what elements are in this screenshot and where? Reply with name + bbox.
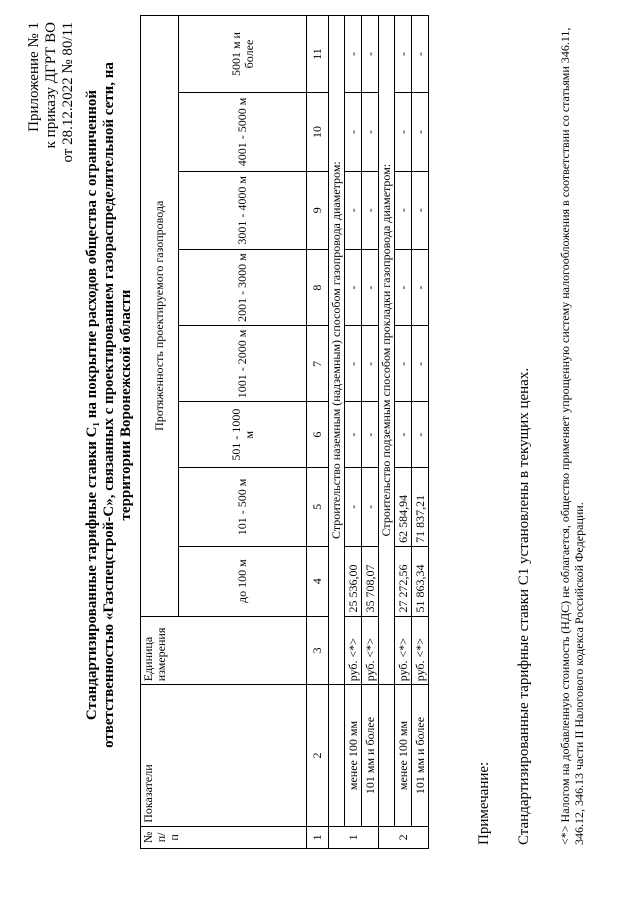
header-length-col: 3001 - 4000 м: [179, 171, 307, 249]
section-number: 2: [379, 826, 429, 848]
value-cell: -: [412, 326, 429, 402]
value-cell: 25 536,00: [345, 546, 362, 616]
value-cell: -: [395, 249, 412, 326]
document-title: [84, 55, 135, 755]
header-unit: Единица измерения: [141, 616, 307, 685]
value-cell: 71 837,21: [412, 467, 429, 546]
footnote: <*> Налогом на добавленную стоимость (НДС) не облагается, общество применяет упрощенную систему налогообложения в соответствии со статьями 346.11, 346.12, 346.13 части II Налогового кодекса Российской Федерации.: [558, 27, 586, 845]
column-number: 7: [307, 326, 329, 402]
title-line-2: ответственностью «Газспецстрой-С», связанных с проектированием газораспределительной сети, на: [101, 62, 117, 748]
value-cell: -: [362, 402, 379, 468]
column-number: 10: [307, 93, 329, 172]
value-cell: -: [362, 171, 379, 249]
value-cell: -: [412, 171, 429, 249]
value-cell: -: [362, 467, 379, 546]
header-length-col: до 100 м: [179, 546, 307, 616]
value-cell: -: [345, 326, 362, 402]
header-length-col: 101 - 500 м: [179, 467, 307, 546]
section-spacer: [329, 685, 345, 827]
row-label: 101 мм и более: [362, 685, 379, 827]
row-unit: руб. <*>: [412, 616, 429, 685]
header-length-col: 5001 м и более: [179, 16, 307, 93]
value-cell: -: [345, 467, 362, 546]
column-number: 11: [307, 16, 329, 93]
column-number: 3: [307, 616, 329, 685]
value-cell: -: [395, 16, 412, 93]
value-cell: 27 272,56: [395, 546, 412, 616]
row-unit: руб. <*>: [395, 616, 412, 685]
value-cell: 62 584,94: [395, 467, 412, 546]
appendix-line-1: Приложение № 1: [26, 22, 42, 132]
value-cell: -: [345, 402, 362, 468]
column-number: 4: [307, 546, 329, 616]
section-spacer: [379, 685, 395, 827]
value-cell: -: [412, 249, 429, 326]
value-cell: -: [345, 93, 362, 172]
row-unit: руб. <*>: [345, 616, 362, 685]
value-cell: -: [395, 171, 412, 249]
title-line-1: Стандартизированные тарифные ставки С₁ на покрытие расходов общества с ограниченной: [84, 89, 100, 721]
column-number: 8: [307, 249, 329, 326]
row-label: 101 мм и более: [412, 685, 429, 827]
value-cell: -: [395, 402, 412, 468]
row-unit: руб. <*>: [362, 616, 379, 685]
header-length-col: 2001 - 3000 м: [179, 249, 307, 326]
header-indicators: Показатели: [141, 685, 307, 827]
value-cell: -: [345, 16, 362, 93]
value-cell: -: [412, 16, 429, 93]
value-cell: -: [395, 326, 412, 402]
value-cell: -: [395, 93, 412, 172]
notes-heading: Примечание:: [476, 761, 492, 845]
column-number: 6: [307, 402, 329, 468]
column-number: 1: [307, 826, 329, 848]
value-cell: -: [362, 93, 379, 172]
appendix-line-3: от 28.12.2022 № 80/11: [60, 22, 76, 163]
header-number: № п/п: [141, 826, 307, 848]
appendix-line-2: к приказу ДГРТ ВО: [43, 22, 59, 149]
header-length-col: 1001 - 2000 м: [179, 326, 307, 402]
value-cell: -: [345, 171, 362, 249]
value-cell: 35 708,07: [362, 546, 379, 616]
value-cell: -: [362, 249, 379, 326]
column-number: 5: [307, 467, 329, 546]
header-length-group: Протяженность проектируемого газопровода: [141, 16, 179, 617]
value-cell: -: [362, 326, 379, 402]
section-title: Строительство подземным способом прокладки газопровода диаметром:: [379, 16, 395, 685]
row-label: менее 100 мм: [395, 685, 412, 827]
appendix-header: [26, 22, 77, 163]
header-length-col: 501 - 1000 м: [179, 402, 307, 468]
value-cell: -: [345, 249, 362, 326]
row-label: менее 100 мм: [345, 685, 362, 827]
tariff-table: [140, 15, 429, 849]
value-cell: -: [412, 93, 429, 172]
column-number: 9: [307, 171, 329, 249]
title-line-3: территории Воронежской области: [118, 289, 134, 521]
column-number: 2: [307, 685, 329, 827]
notes-line: Стандартизированные тарифные ставки С1 установлены в текущих ценах.: [516, 367, 532, 845]
header-length-col: 4001 - 5000 м: [179, 93, 307, 172]
value-cell: -: [362, 16, 379, 93]
section-title: Строительство наземным (надземным) способом газопровода диаметром:: [329, 16, 345, 685]
section-number: 1: [329, 826, 379, 848]
value-cell: 51 863,34: [412, 546, 429, 616]
value-cell: -: [412, 402, 429, 468]
